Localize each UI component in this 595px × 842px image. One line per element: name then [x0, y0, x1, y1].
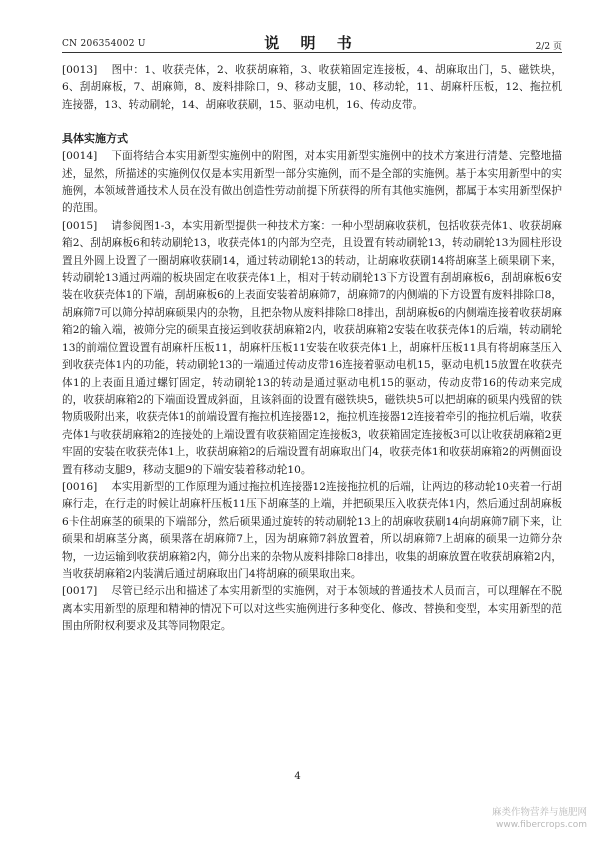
document-title: 说 明 书 [264, 34, 360, 52]
watermark-url: www.fibercrops.com [496, 820, 587, 830]
paragraph-number: [0013] [62, 64, 98, 76]
paragraph-text: 尽管已经示出和描述了本实用新型的实施例，对于本领域的普通技术人员而言，可以理解在不脱离本实用新型的原理和精神的情况下可以对这些实施例进行多种变化、修改、替换和变型，本实用新型的范围由所附权利要求及其等同物限定。 [62, 585, 562, 633]
paragraph-number: [0016] [62, 480, 98, 493]
paragraph-0015 [62, 218, 562, 479]
section-title: 具体实施方式 [62, 132, 128, 146]
paragraph-number: [0017] [62, 585, 98, 598]
page-header [62, 30, 562, 53]
paragraph-text: 请参阅图1-3，本实用新型提供一种技术方案：一种小型胡麻收获机，包括收获壳体1、收获胡麻箱2、刮胡麻板6和转动刷轮13，收获壳体1的内部为空壳，且设置有转动刷轮13，转动刷轮13为圆柱形设置且外圆上设置了一圈胡麻收获刷14，通过转动刷轮13的转动，让胡麻收获刷14将胡麻茎上硕果刷下来，转动刷轮13通过两端的板块固定在收获壳体1上，相对于转动刷轮13下方设置有刮胡麻板6，刮胡麻板6安装在收获壳体1的下端，刮胡麻板6的上表面安装着胡麻筛7，胡麻筛7的内侧端的下方设置有废料排除口8，胡麻筛7可以筛分掉胡麻硕果内的杂物，且把杂物从废料排除口8排出，刮胡麻板6的内侧端连接着收获胡麻箱2的输入端，被筛分完的硕果直接运到收获胡麻箱2内，收获胡麻箱2安装在收获壳体1的后端，转动刷轮13的前端位置设置有胡麻杆压板11，胡麻杆压板11安装在收获壳体1上，胡麻杆压板11具有将胡麻茎压入到收获壳体1内的功能，转动刷轮13的一端通过传动皮带16连接着驱动电机15，驱动电机15放置在收获壳体1的上表面且通过螺钉固定，转动刷轮13的转动是通过驱动电机15的驱动，传动皮带16的传动来完成的，收获胡麻箱2的下端面设置成斜面，且该斜面的设置有磁铁块5，磁铁块5可以把胡麻的硕果内残留的铁物质吸附出来，收获壳体1的前端设置有拖拉机连接器12，拖拉机连接器12连接着牵引的拖拉机后端，收获壳体1与收获胡麻箱2的连接处的上端设置有收获箱固定连接板3，收获箱固定连接板3可以让收获胡麻箱2更牢固的安装在收获壳体1上，收获胡麻箱2的后端设置有胡麻取出门4，收获壳体1和收获胡麻箱2的两侧面设置有移动支腿9，移动支腿9的下端安装着移动轮10。 [62, 219, 562, 476]
paragraph-number: [0014] [62, 150, 98, 163]
paragraph-0016 [62, 479, 562, 583]
paragraph-text: 图中：1、收获壳体，2、收获胡麻箱，3、收获箱固定连接板，4、胡麻取出门，5、磁铁块，6、刮胡麻板，7、胡麻筛，8、废料排除口，9、移动支腿，10、移动轮，11、胡麻杆压板，12、拖拉机连接器，13、转动刷轮，14、胡麻收获刷，15、驱动电机，16、传动皮带。 [62, 64, 562, 111]
site-watermark [492, 806, 587, 832]
watermark-site-name: 麻类作物营养与施肥网 [491, 807, 587, 818]
paragraph-text: 本实用新型的工作原理为通过拖拉机连接器12连接拖拉机的后端，让两边的移动轮10夹着一行胡麻行走，在行走的时候让胡麻杆压板11压下胡麻茎的上端，并把硕果压入收获壳体1内，然后通过刮胡麻板6卡住胡麻茎的硕果的下端部分，然后硕果通过旋转的转动刷轮13上的胡麻收获刷14向胡麻筛7刷下来，让硕果和胡麻茎分离，硕果落在胡麻筛7上，因为胡麻筛7斜放置着，所以胡麻筛7上胡麻的硕果一边筛分杂物，一边运输到收获胡麻箱2内，筛分出来的杂物从废料排除口8排出，收集的胡麻放置在收获胡麻箱2内，当收获胡麻箱2内装满后通过胡麻取出门4将胡麻的硕果取出来。 [62, 480, 562, 580]
patent-number: CN 206354002 U [62, 39, 146, 49]
paragraph-number: [0015] [62, 219, 98, 232]
paragraph-0013 [62, 62, 562, 114]
paragraph-text: 下面将结合本实用新型实施例中的附图，对本实用新型实施例中的技术方案进行清楚、完整地描述，显然，所描述的实施例仅仅是本实用新型一部分实施例，而不是全部的实施例。基于本实用新型中的实施例，本领域普通技术人员在没有做出创造性劳动前提下所获得的所有其他实施例，都属于本实用新型保护的范围。 [62, 150, 562, 215]
page-number: 4 [294, 771, 301, 782]
document-body [62, 62, 562, 636]
paragraph-0017 [62, 583, 562, 635]
page-indicator: 2/2 页 [535, 42, 562, 52]
paragraph-0014 [62, 148, 562, 218]
